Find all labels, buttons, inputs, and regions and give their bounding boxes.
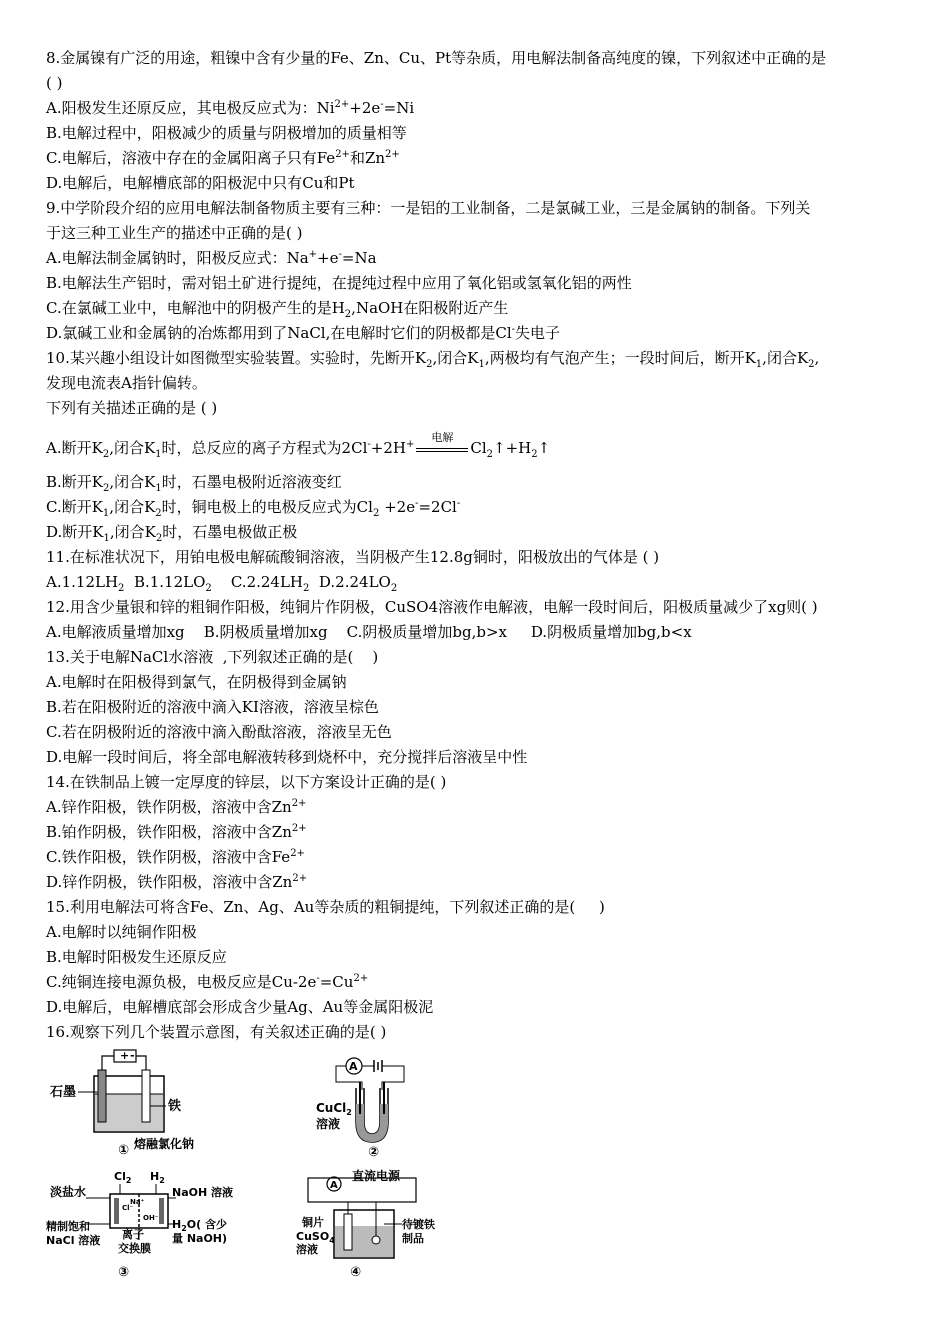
q8-option-a: A.阳极发生还原反应，其电极反应式为：$Ni^{2+}+2e^-=Ni$ bbox=[46, 99, 415, 117]
q10-stem-line1: 10.某兴趣小组设计如图微型实验装置。实验时，先断开$K_2$,闭合$K_1$,两极均有气泡产生；一段时间后，断开$K_1$,闭合$K_2$, bbox=[46, 349, 820, 370]
svg-text:A: A bbox=[349, 1060, 358, 1073]
copper-label: 铜片 bbox=[302, 1216, 324, 1229]
fig4-number: ④ bbox=[350, 1265, 362, 1280]
fig3-number: ③ bbox=[118, 1265, 130, 1280]
svg-text:OH⁻: OH⁻ bbox=[143, 1214, 159, 1222]
svg-text:-: - bbox=[130, 1049, 135, 1062]
membrane-label-2: 交换膜 bbox=[118, 1242, 151, 1255]
cucl2-label: CuCl$_2$ bbox=[316, 1101, 352, 1117]
iron-label: 铁 bbox=[168, 1099, 182, 1114]
q8-option-d: D.电解后，电解槽底部的阳极泥中只有Cu和Pt bbox=[46, 174, 355, 192]
q8-option-c: C.电解后，溶液中存在的金属阳离子只有$Fe^{2+}$和$Zn^{2+}$ bbox=[46, 149, 400, 167]
copper-plate bbox=[344, 1214, 352, 1250]
q8-stem-line1: 8.金属镍有广泛的用途，粗镍中含有少量的Fe、Zn、Cu、Pt等杂质，用电解法制备高纯度的镍，下列叙述中正确的是 bbox=[46, 49, 827, 67]
q15-option-a: A.电解时以纯铜作阳极 bbox=[46, 923, 197, 941]
q15-stem: 15.利用电解法可将含Fe、Zn、Ag、Au等杂质的粗铜提纯，下列叙述正确的是( ) bbox=[46, 898, 605, 916]
iron-electrode bbox=[142, 1070, 150, 1122]
q8-option-b: B.电解过程中，阳极减少的质量与阴极增加的质量相等 bbox=[46, 124, 407, 142]
q12-stem: 12.用含少量银和锌的粗铜作阳极，纯铜片作阴极，CuSO4溶液作电解液，电解一段时间后，阳极质量减少了xg则( ) bbox=[46, 598, 818, 616]
solution-label: 溶液 bbox=[316, 1117, 341, 1131]
fig1-number: ① bbox=[118, 1143, 130, 1158]
q9-option-a: A.电解法制金属钠时，阳极反应式：Na++e-=Na bbox=[46, 249, 377, 267]
brine-label-1: 精制饱和 bbox=[46, 1220, 90, 1233]
q14-option-b: B.铂作阴极，铁作阳极，溶液中含$Zn^{2+}$ bbox=[46, 823, 307, 841]
iron-object-label-1: 待镀铁 bbox=[402, 1218, 435, 1231]
figure-u-tube-cucl2 bbox=[312, 1052, 432, 1162]
q15-option-c: C.纯铜连接电源负极，电极反应是$Cu-2e^-=Cu^{2+}$ bbox=[46, 973, 369, 991]
graphite-label: 石墨 bbox=[50, 1085, 77, 1100]
q14-option-d: D.锌作阴极，铁作阳极，溶液中含$Zn^{2+}$ bbox=[46, 873, 308, 891]
q9-option-d: D.氯碱工业和金属钠的冶炼都用到了NaCl,在电解时它们的阴极都是Cl-失电子 bbox=[46, 324, 561, 342]
q9-stem-line2: 于这三种工业生产的描述中正确的是( ) bbox=[46, 224, 303, 242]
fig1-caption: 熔融氯化钠 bbox=[134, 1137, 195, 1151]
figure-electroplating-cell bbox=[294, 1164, 444, 1284]
q13-stem: 13.关于电解NaCl水溶液 ,下列叙述正确的是( ) bbox=[46, 648, 379, 666]
q10-stem-line2: 发现电流表A指针偏转。 bbox=[46, 374, 207, 392]
iron-object bbox=[372, 1236, 380, 1244]
q10-option-d: D.断开$K_1$,闭合$K_2$时，石墨电极做正极 bbox=[46, 523, 298, 544]
q16-stem: 16.观察下列几个装置示意图，有关叙述正确的是( ) bbox=[46, 1023, 387, 1041]
water-label-1: $H_2O$( 含少 bbox=[172, 1218, 228, 1233]
water-label-2: 量 NaOH) bbox=[172, 1232, 228, 1245]
q8-stem-line2: ( ) bbox=[46, 74, 63, 92]
q15-option-b: B.电解时阳极发生还原反应 bbox=[46, 948, 227, 966]
q13-option-b: B.若在阳极附近的溶液中滴入KI溶液，溶液呈棕色 bbox=[46, 698, 379, 716]
q10-stem-line3: 下列有关描述正确的是 ( ) bbox=[46, 399, 218, 417]
cl2-label: $Cl_2$ bbox=[114, 1170, 132, 1185]
cuso4-solution-label: 溶液 bbox=[296, 1243, 318, 1256]
svg-text:+: + bbox=[120, 1049, 130, 1062]
q12-options: A.电解液质量增加xg B.阴极质量增加xg C.阴极质量增加bg,b>x D.阴极质量增加bg,b<x bbox=[46, 623, 692, 641]
naoh-solution-label: NaOH 溶液 bbox=[172, 1186, 234, 1199]
q9-option-b: B.电解法生产铝时，需对铝土矿进行提纯，在提纯过程中应用了氧化铝或氢氧化铝的两性 bbox=[46, 274, 632, 292]
q15-option-d: D.电解后，电解槽底部会形成含少量Ag、Au等金属阳极泥 bbox=[46, 998, 434, 1016]
q13-option-d: D.电解一段时间后，将全部电解液转移到烧杯中，充分搅拌后溶液呈中性 bbox=[46, 748, 528, 766]
electrolysis-equals-sign: 电解 bbox=[414, 439, 470, 459]
fig2-number: ② bbox=[368, 1145, 380, 1160]
q11-stem: 11.在标准状况下，用铂电极电解硫酸铜溶液，当阴极产生12.8g铜时，阳极放出的气体是 ( ) bbox=[46, 548, 660, 566]
h2-label: $H_2$ bbox=[150, 1170, 165, 1185]
svg-text:Cl⁻: Cl⁻ bbox=[122, 1204, 134, 1212]
cuso4-label: CuSO$_4$ bbox=[296, 1230, 335, 1245]
q10-option-c: C.断开$K_1$,闭合$K_2$时，铜电极上的电极反应式为$Cl_2 +2e^-=2Cl^-$ bbox=[46, 498, 461, 519]
figure-chlor-alkali-cell bbox=[46, 1168, 266, 1284]
q13-option-a: A.电解时在阳极得到氯气，在阴极得到金属钠 bbox=[46, 673, 347, 691]
q14-stem: 14.在铁制品上镀一定厚度的锌层，以下方案设计正确的是( ) bbox=[46, 773, 447, 791]
graphite-electrode bbox=[98, 1070, 106, 1122]
q10-option-b: B.断开$K_2$,闭合$K_1$时，石墨电极附近溶液变红 bbox=[46, 473, 342, 494]
dc-power-label: 直流电源 bbox=[352, 1169, 401, 1183]
svg-text:A: A bbox=[330, 1180, 338, 1191]
q13-option-c: C.若在阴极附近的溶液中滴入酚酞溶液，溶液呈无色 bbox=[46, 723, 392, 741]
q9-stem-line1: 9.中学阶段介绍的应用电解法制备物质主要有三种：一是铝的工业制备，二是氯碱工业，三是金属钠的制备。下列关 bbox=[46, 199, 811, 217]
q9-option-c: C.在氯碱工业中，电解池中的阴极产生的是$H_2,NaOH$在阳极附近产生 bbox=[46, 299, 509, 320]
q11-options: $A.1.12LH_2$ $B.1.12LO_2$ $C.2.24LH_2$ $D.2.24LO_2$ bbox=[46, 573, 398, 594]
dilute-brine-label: 淡盐水 bbox=[50, 1185, 87, 1199]
figure-molten-nacl-cell bbox=[48, 1048, 248, 1158]
q14-option-c: C.铁作阳极，铁作阴极，溶液中含$Fe^{2+}$ bbox=[46, 848, 305, 866]
q10-option-a: A.断开$K_2$,闭合$K_1$时，总反应的离子方程式为2Cl-+2H+ 电解 $Cl_2↑+H_2↑$ bbox=[46, 431, 551, 460]
brine-label-2: NaCl 溶液 bbox=[46, 1234, 101, 1247]
iron-object-label-2: 制品 bbox=[402, 1232, 424, 1245]
q14-option-a: A.锌作阳极，铁作阴极，溶液中含$Zn^{2+}$ bbox=[46, 798, 307, 816]
membrane-label-1: 离子 bbox=[122, 1228, 144, 1241]
svg-text:Na⁺: Na⁺ bbox=[130, 1198, 145, 1206]
